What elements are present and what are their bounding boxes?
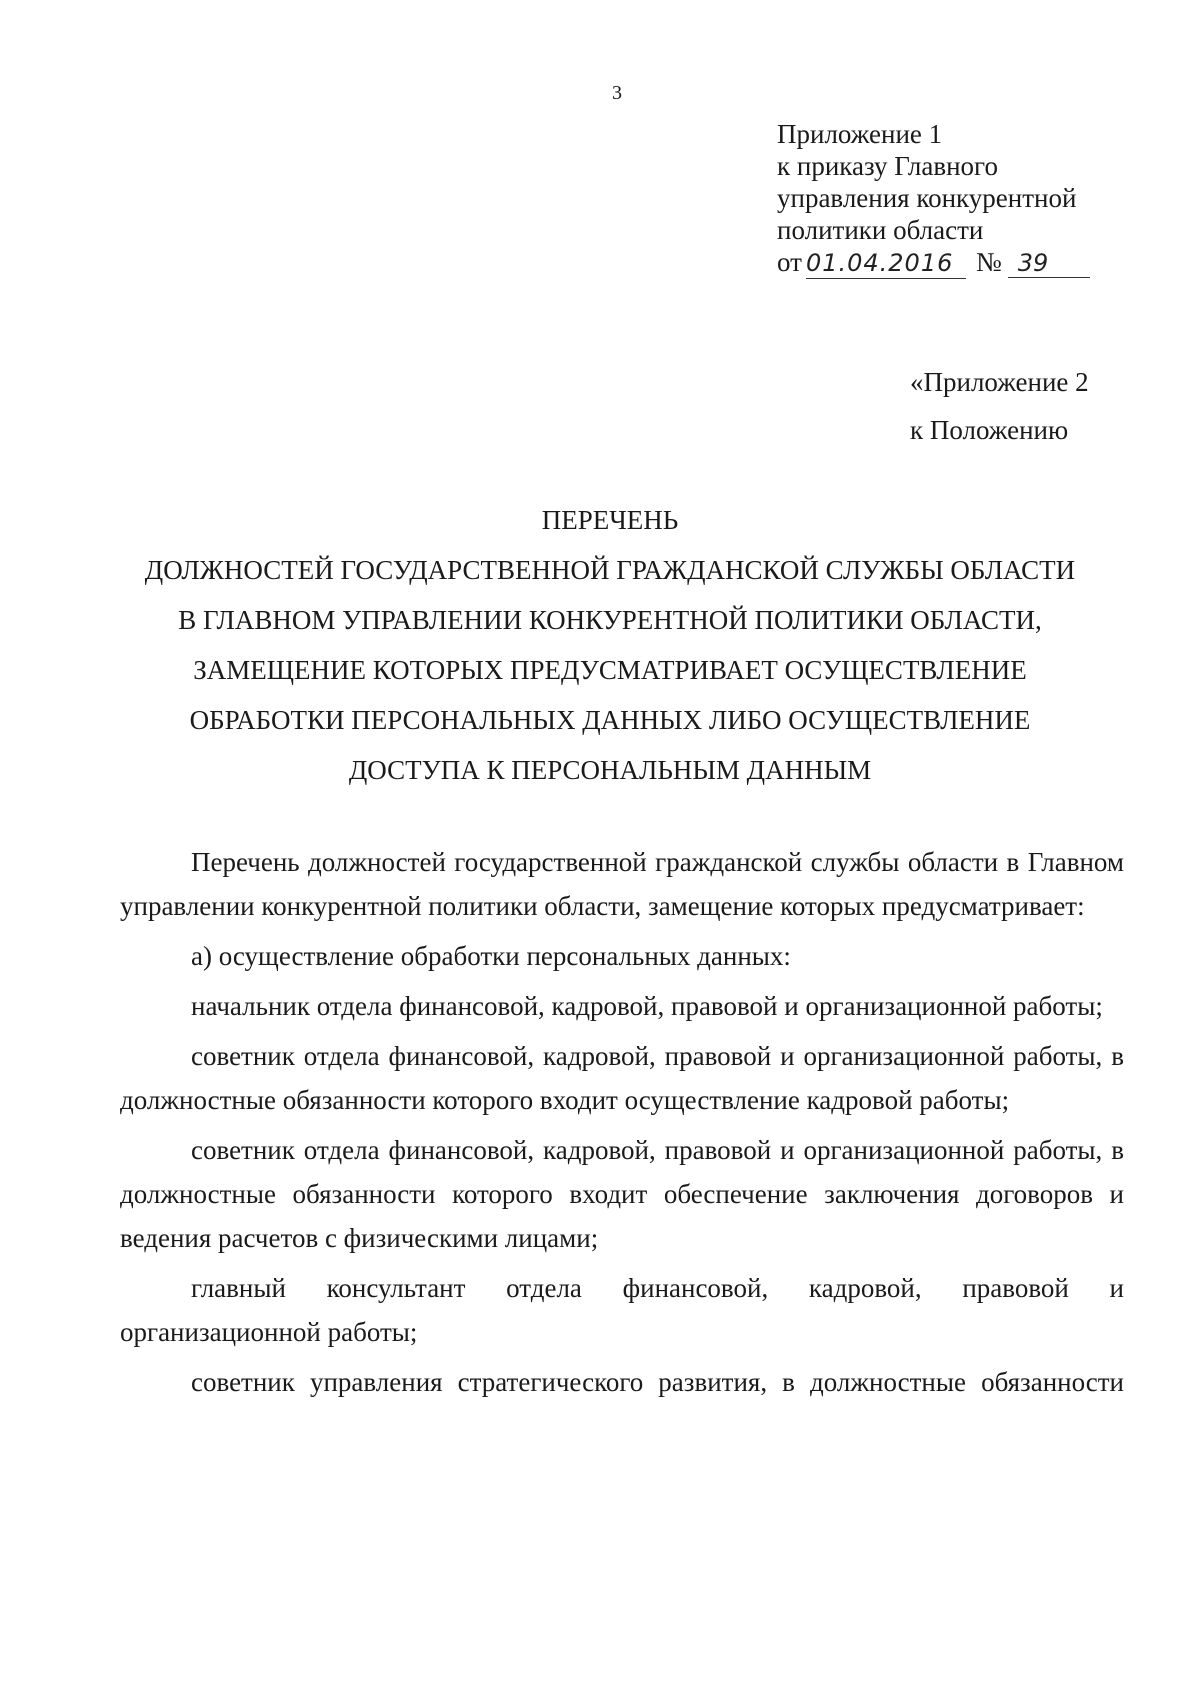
appendix-line: Приложение 1 bbox=[777, 119, 943, 149]
appendix2-line: «Приложение 2 bbox=[910, 367, 1089, 397]
appendix-header bbox=[777, 118, 1090, 279]
appendix2-line: к Положению bbox=[910, 415, 1069, 445]
date-prefix: от bbox=[777, 247, 802, 277]
appendix-line: управления конкурентной bbox=[777, 183, 1077, 213]
paragraph: а) осуществление обработки персональных данных: bbox=[191, 941, 791, 971]
title-line: ДОСТУПА К ПЕРСОНАЛЬНЫМ ДАННЫМ bbox=[348, 755, 872, 785]
handwritten-date: 01.04.2016 bbox=[806, 248, 966, 279]
appendix-line: к приказу Главного bbox=[777, 151, 998, 181]
title-line: В ГЛАВНОМ УПРАВЛЕНИИ КОНКУРЕНТНОЙ ПОЛИТИКИ ОБЛАСТИ, bbox=[178, 605, 1042, 635]
appendix2-header bbox=[910, 358, 1089, 454]
document-body bbox=[120, 840, 1124, 1410]
paragraph: советник управления стратегического развития, в должностные обязанности bbox=[191, 1367, 1124, 1397]
paragraph: начальник отдела финансовой, кадровой, правовой и организационной работы; bbox=[191, 991, 1103, 1021]
number-prefix: № bbox=[975, 247, 1002, 277]
page-number: 3 bbox=[612, 82, 622, 104]
paragraph: Перечень должностей государственной гражданской службы области в Главном управлении конкурентной политики области, замещение которых предусматривает: bbox=[120, 847, 1124, 921]
title-line: ЗАМЕЩЕНИЕ КОТОРЫХ ПРЕДУСМАТРИВАЕТ ОСУЩЕСТВЛЕНИЕ bbox=[193, 655, 1027, 685]
paragraph: советник отдела финансовой, кадровой, правовой и организационной работы, в должностные обязанности которого входит обеспечение заключения договоров и ведения расчетов с физическими лицами; bbox=[120, 1135, 1124, 1253]
paragraph: советник отдела финансовой, кадровой, правовой и организационной работы, в должностные обязанности которого входит осуществление кадровой работы; bbox=[120, 1041, 1124, 1115]
title-line: ДОЛЖНОСТЕЙ ГОСУДАРСТВЕННОЙ ГРАЖДАНСКОЙ СЛУЖБЫ ОБЛАСТИ bbox=[144, 555, 1076, 585]
paragraph: главный консультант отдела финансовой, кадровой, правовой и организационной работы; bbox=[120, 1273, 1124, 1347]
order-date-number bbox=[777, 246, 1090, 279]
document-title bbox=[100, 495, 1120, 795]
handwritten-number: 39 bbox=[1008, 248, 1090, 278]
appendix-line: политики области bbox=[777, 215, 984, 245]
title-line: ПЕРЕЧЕНЬ bbox=[541, 505, 679, 535]
title-line: ОБРАБОТКИ ПЕРСОНАЛЬНЫХ ДАННЫХ ЛИБО ОСУЩЕСТВЛЕНИЕ bbox=[189, 705, 1031, 735]
